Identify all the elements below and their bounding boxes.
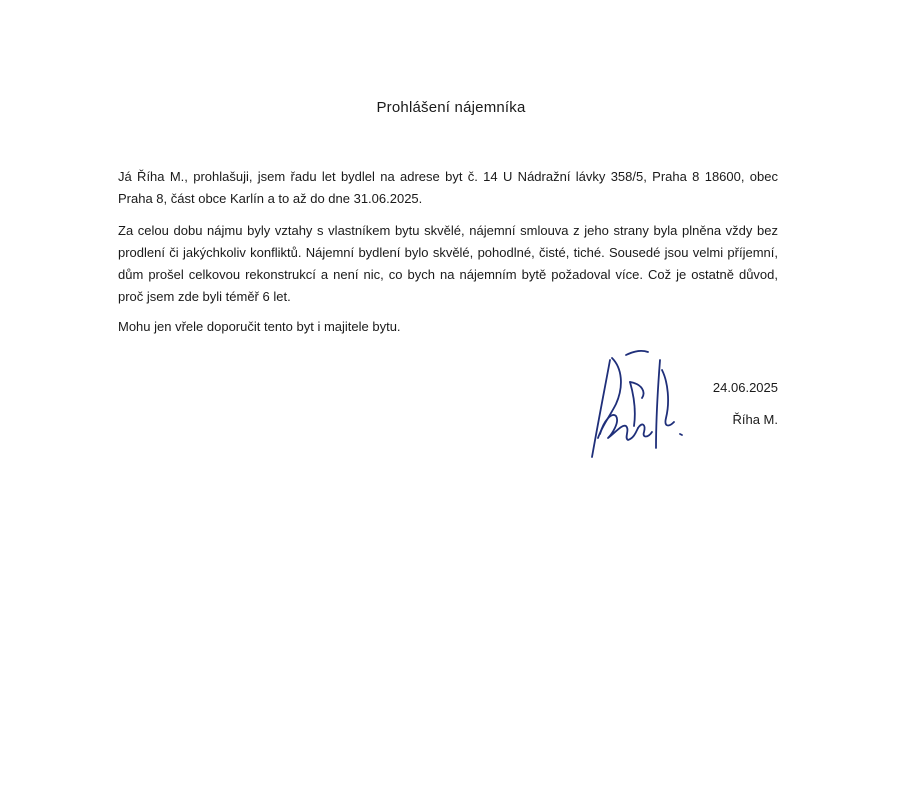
paragraph-recommendation bbox=[118, 316, 778, 338]
document-title: Prohlášení nájemníka bbox=[376, 99, 526, 116]
paragraph-declaration bbox=[118, 166, 778, 210]
paragraph-text: Já Říha M., prohlašuji, jsem řadu let bydlel na adrese byt č. 14 U Nádražní lávky 358/5, Praha 8 18600, obec Praha 8, část obce Karlín a to až do dne 31.06.2025. bbox=[118, 169, 778, 206]
signatory-name: Říha M. bbox=[732, 412, 778, 427]
handwritten-signature bbox=[582, 342, 692, 464]
paragraph-text: Za celou dobu nájmu byly vztahy s vlastníkem bytu skvělé, nájemní smlouva z jeho strany byla plněna vždy bez prodlení či jakýchkoliv konfliktů. Nájemní bydlení bylo skvělé, pohodlné, čisté, tiché. Sousedé jsou velmi příjemní, dům prošel celkovou rekonstrukcí a není nic, co bych na nájemním bytě požadoval více. Což je ostatně důvod, proč jsem zde byli téměř 6 let. bbox=[118, 223, 778, 304]
paragraph-text: Mohu jen vřele doporučit tento byt i majitele bytu. bbox=[118, 319, 401, 334]
paragraph-relations bbox=[118, 220, 778, 308]
signature-date: 24.06.2025 bbox=[712, 380, 778, 395]
